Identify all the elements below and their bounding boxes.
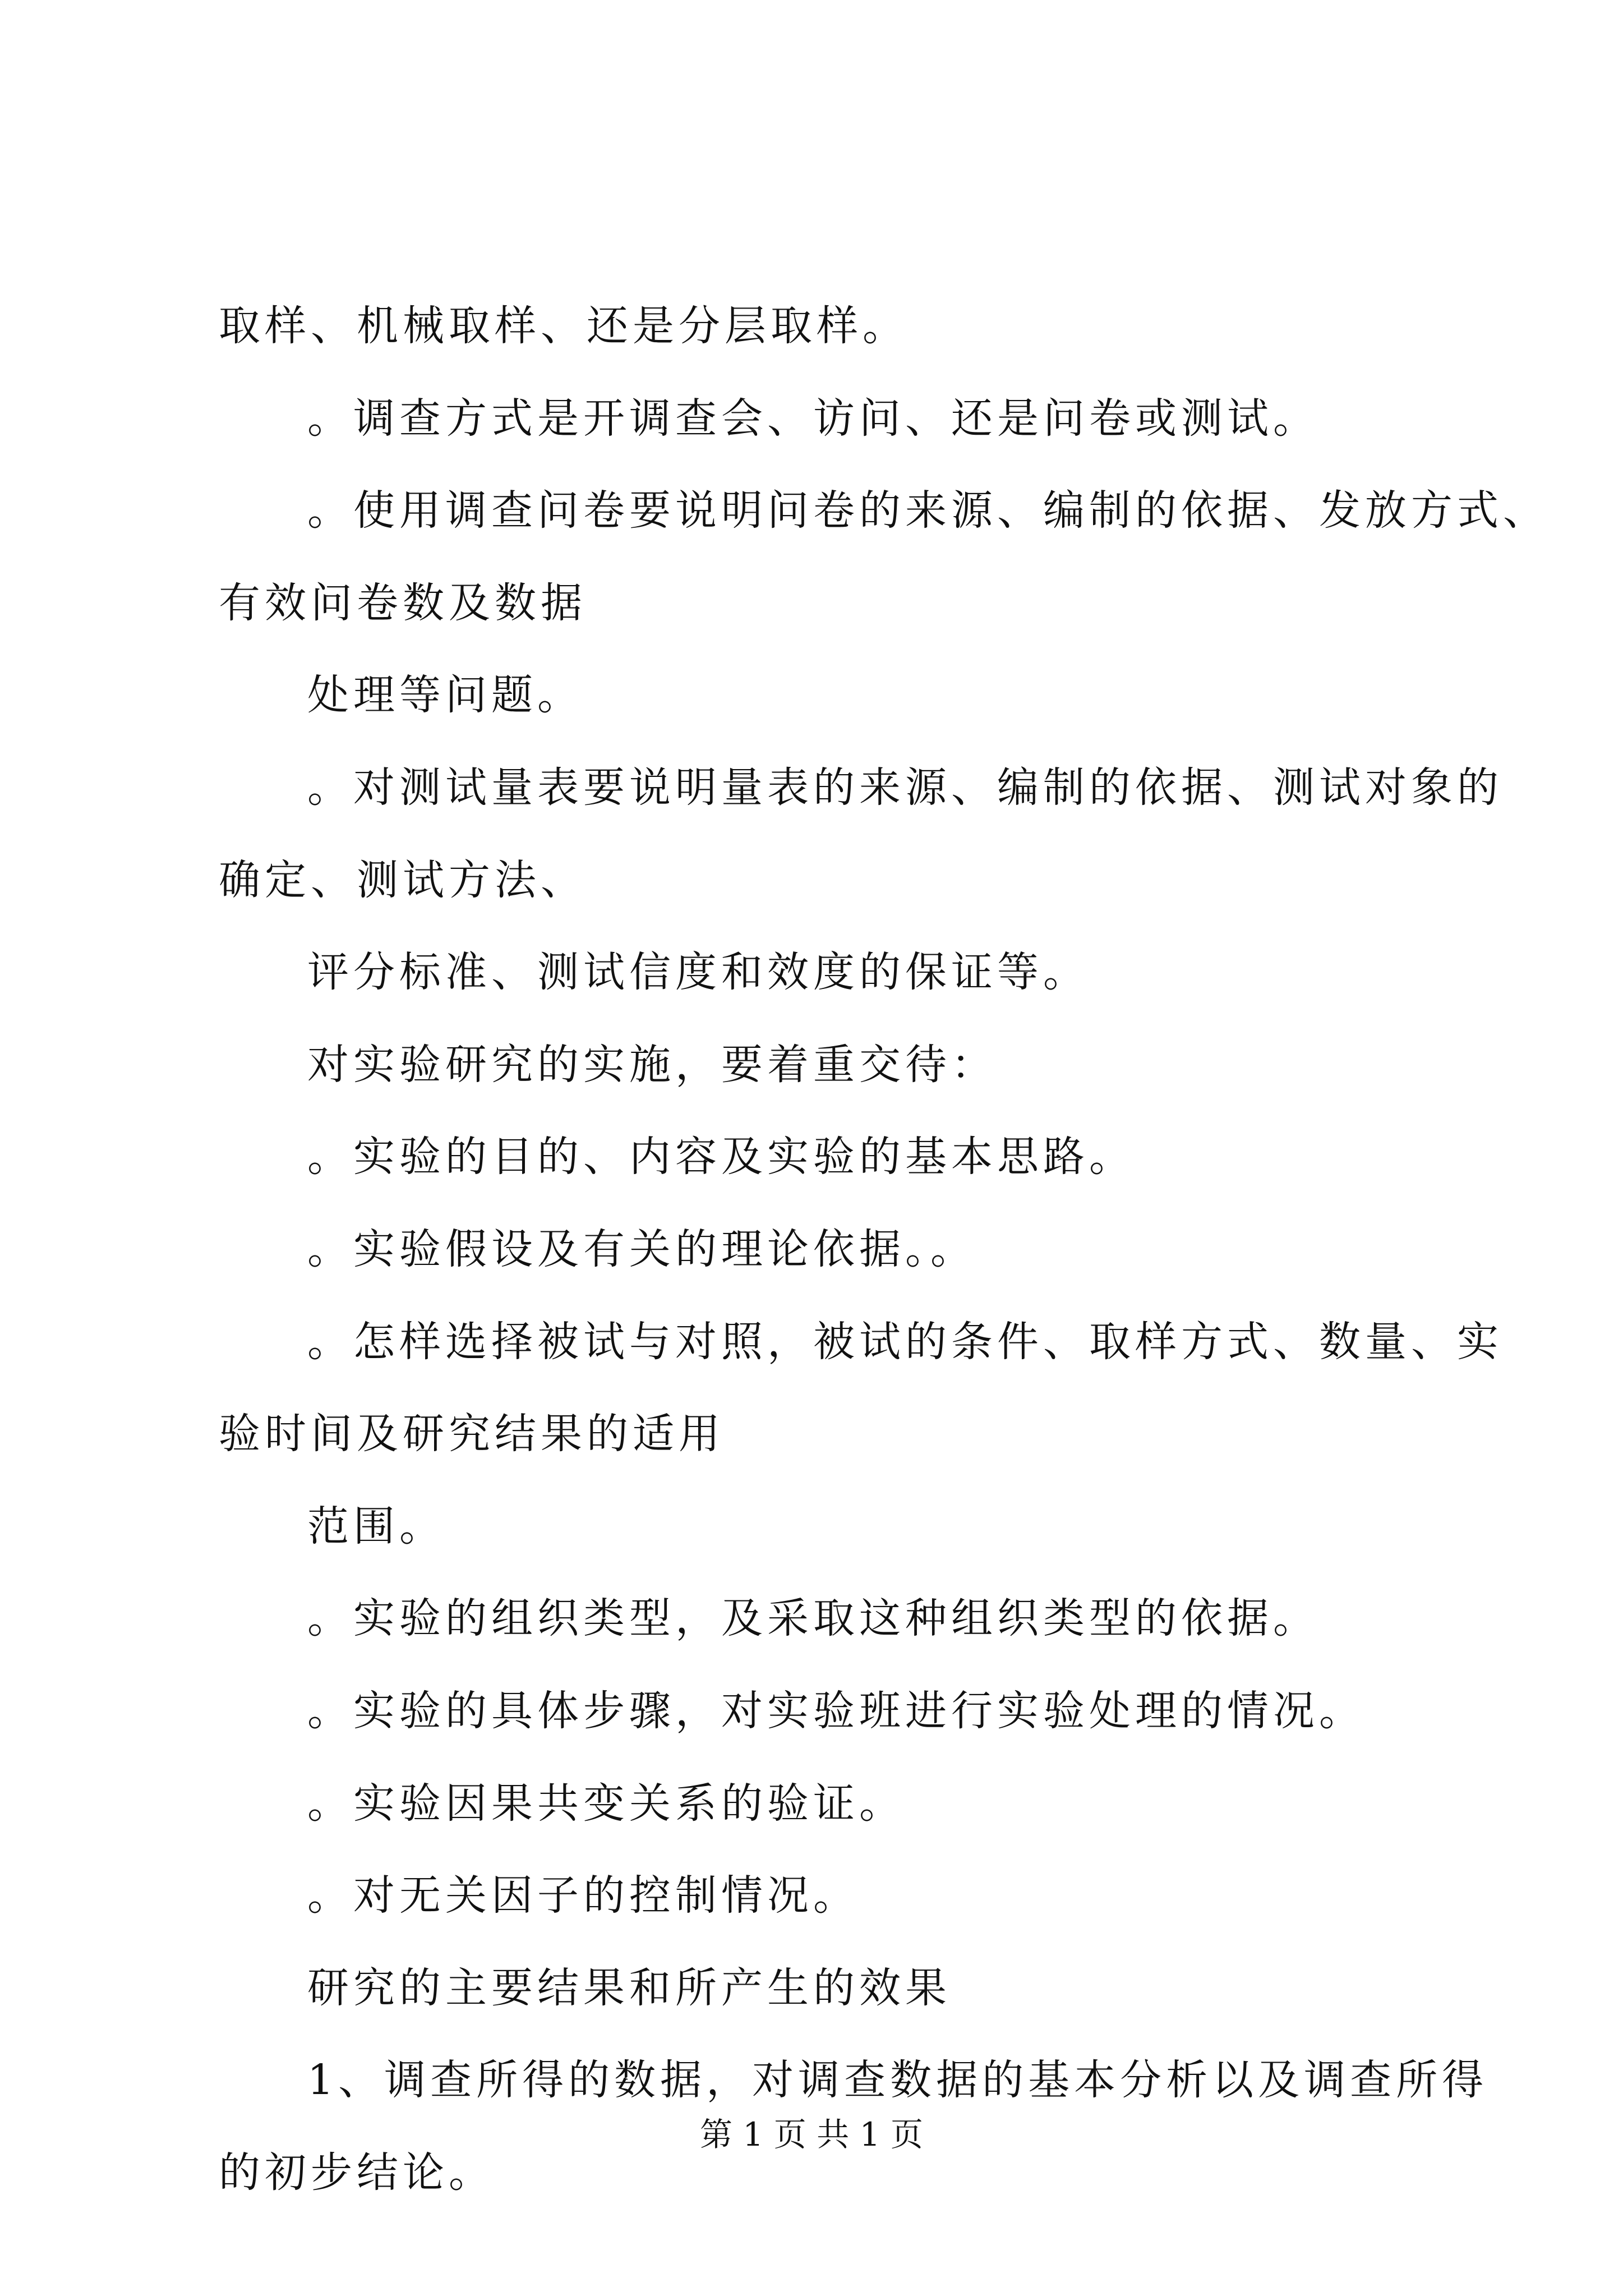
page-footer: 第 1 页 共 1 页 bbox=[700, 2115, 923, 2154]
text-line: 。实验因果共变关系的验证。 bbox=[307, 1779, 905, 1828]
text-line: 。实验假设及有关的理论依据。。 bbox=[307, 1225, 976, 1273]
text-line: 。调查方式是开调查会、访问、还是问卷或测试。 bbox=[307, 394, 1319, 443]
section-heading: 对实验研究的实施，要着重交待： bbox=[307, 1040, 997, 1089]
document-body bbox=[219, 302, 1549, 2242]
text-line: 。对测试量表要说明量表的来源、编制的依据、测试对象的 bbox=[307, 763, 1503, 812]
text-line: 。实验的目的、内容及实验的基本思路。 bbox=[307, 1133, 1135, 1181]
text-line: 验时间及研究结果的适用 bbox=[219, 1410, 725, 1458]
section-heading: 研究的主要结果和所产生的效果 bbox=[307, 1963, 951, 2012]
text-line: 。怎样选择被试与对照，被试的条件、取样方式、数量、实 bbox=[307, 1317, 1503, 1366]
text-line: 确定、测试方法、 bbox=[219, 855, 587, 904]
text-line: 。使用调查问卷要说明问卷的来源、编制的依据、发放方式、 bbox=[307, 486, 1549, 535]
text-line: 评分标准、测试信度和效度的保证等。 bbox=[307, 948, 1089, 997]
text-line: 1、调查所得的数据，对调查数据的基本分析以及调查所得 bbox=[307, 2056, 1488, 2105]
text-line: 的初步结论。 bbox=[219, 2148, 495, 2197]
text-line: 。对无关因子的控制情况。 bbox=[307, 1871, 859, 1920]
text-line: 处理等问题。 bbox=[307, 671, 583, 720]
text-line: 取样、机械取样、还是分层取样。 bbox=[219, 302, 909, 350]
text-line: 。实验的具体步骤，对实验班进行实验处理的情况。 bbox=[307, 1686, 1365, 1735]
text-line: 范围。 bbox=[307, 1502, 445, 1550]
text-line: 。实验的组织类型，及采取这种组织类型的依据。 bbox=[307, 1594, 1319, 1643]
text-line: 有效问卷数及数据 bbox=[219, 578, 587, 627]
